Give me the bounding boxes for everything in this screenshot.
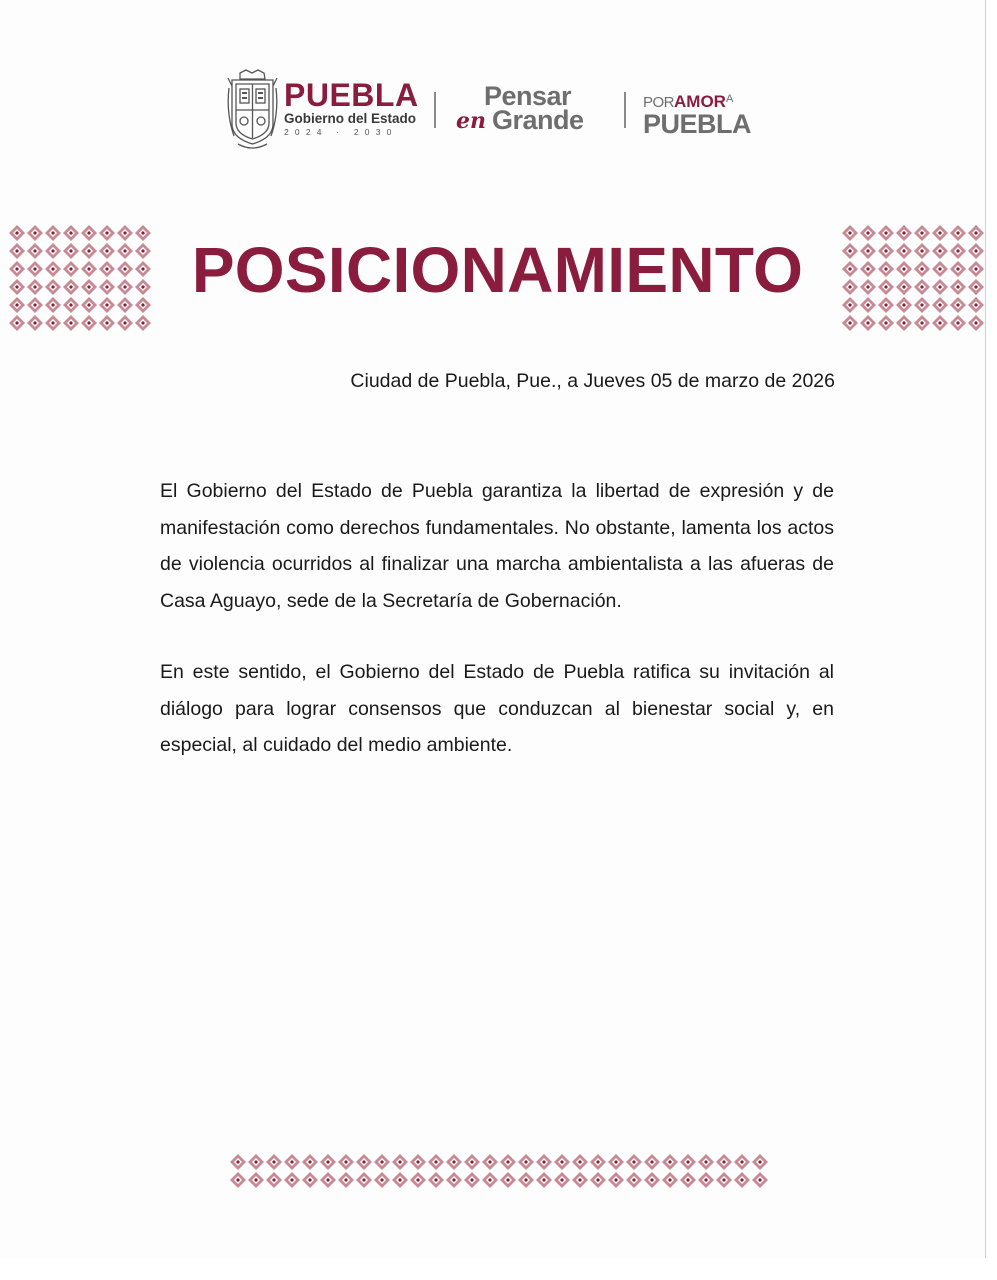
pattern-tile (932, 315, 948, 331)
pattern-tile (45, 297, 61, 313)
pattern-tile (266, 1172, 282, 1188)
por-amor-line (643, 91, 773, 111)
body-paragraph: El Gobierno del Estado de Puebla garantiza la libertad de expresión y de manifestación como derechos fundamentales. No obstante, lamenta los actos de violencia ocurridos al finalizar una marcha ambientalista a las afueras de Casa Aguayo, sede de la Secretaría de Gobernación. (160, 480, 834, 613)
pattern-tile (410, 1154, 426, 1170)
pattern-tile (117, 315, 133, 331)
pattern-tile (63, 315, 79, 331)
pattern-tile (135, 261, 151, 277)
date-line: Ciudad de Puebla, Pue., a Jueves 05 de marzo de 2026 (350, 370, 835, 392)
pattern-tile (734, 1172, 750, 1188)
pattern-tile (45, 315, 61, 331)
pattern-tile (860, 279, 876, 295)
pattern-tile (81, 261, 97, 277)
header-logos (226, 68, 771, 152)
puebla-logo-years: 2024 · 2030 (284, 127, 398, 137)
pattern-tile (284, 1172, 300, 1188)
pattern-tile (842, 225, 858, 241)
pattern-tile (716, 1172, 732, 1188)
pattern-tile (117, 297, 133, 313)
pattern-tile (63, 297, 79, 313)
pattern-tile (842, 315, 858, 331)
pattern-tile (698, 1172, 714, 1188)
pattern-tile (99, 261, 115, 277)
pattern-tile (374, 1172, 390, 1188)
pattern-tile (63, 279, 79, 295)
pattern-tile (878, 243, 894, 259)
pattern-tile (932, 261, 948, 277)
pattern-tile (338, 1172, 354, 1188)
pattern-tile (482, 1172, 498, 1188)
pattern-tile (135, 225, 151, 241)
pattern-tile (536, 1172, 552, 1188)
pattern-tile (896, 225, 912, 241)
pattern-tile (99, 297, 115, 313)
pattern-tile (135, 279, 151, 295)
pattern-tile (500, 1172, 516, 1188)
pattern-tile (572, 1154, 588, 1170)
puebla-logo-name: PUEBLA (284, 77, 419, 113)
pattern-tile (117, 261, 133, 277)
pattern-tile (99, 243, 115, 259)
pattern-tile (968, 243, 984, 259)
pattern-tile (464, 1154, 480, 1170)
pattern-tile (9, 225, 25, 241)
pattern-tile (842, 261, 858, 277)
pattern-tile (914, 243, 930, 259)
pattern-tile (842, 279, 858, 295)
pattern-tile (482, 1154, 498, 1170)
pattern-tile (662, 1154, 678, 1170)
pattern-tile (878, 279, 894, 295)
pattern-tile (81, 297, 97, 313)
pattern-tile (626, 1172, 642, 1188)
pattern-tile (302, 1172, 318, 1188)
pattern-tile (680, 1154, 696, 1170)
pattern-tile (698, 1154, 714, 1170)
pattern-tile (860, 243, 876, 259)
pattern-tile (968, 297, 984, 313)
pattern-tile (950, 279, 966, 295)
pattern-tile (117, 243, 133, 259)
pattern-tile (81, 315, 97, 331)
pattern-tile (626, 1154, 642, 1170)
pattern-tile (968, 279, 984, 295)
pattern-tile (428, 1154, 444, 1170)
pattern-tile (878, 315, 894, 331)
pattern-tile (99, 279, 115, 295)
pattern-tile (81, 243, 97, 259)
pattern-tile (230, 1172, 246, 1188)
pattern-tile (117, 279, 133, 295)
puebla-government-logo (284, 77, 419, 138)
pattern-tile (81, 225, 97, 241)
pattern-tile (842, 243, 858, 259)
pattern-tile (734, 1154, 750, 1170)
pattern-tile (135, 243, 151, 259)
pattern-tile (410, 1172, 426, 1188)
pattern-tile (644, 1154, 660, 1170)
talavera-pattern-right (841, 224, 985, 332)
pattern-tile (392, 1172, 408, 1188)
por-amor-a-puebla-logo (643, 91, 773, 141)
pattern-tile (392, 1154, 408, 1170)
pattern-tile (428, 1172, 444, 1188)
pattern-tile (914, 225, 930, 241)
pattern-tile (950, 297, 966, 313)
pattern-tile (135, 315, 151, 331)
pattern-tile (680, 1172, 696, 1188)
pattern-tile (248, 1154, 264, 1170)
pattern-tile (117, 225, 133, 241)
pattern-tile (554, 1172, 570, 1188)
pattern-tile (63, 261, 79, 277)
pattern-tile (914, 297, 930, 313)
pattern-tile (230, 1154, 246, 1170)
pattern-tile (914, 315, 930, 331)
pattern-tile (99, 315, 115, 331)
pattern-tile (27, 279, 43, 295)
pattern-tile (45, 261, 61, 277)
pattern-tile (572, 1172, 588, 1188)
pattern-tile (950, 315, 966, 331)
body-paragraph: En este sentido, el Gobierno del Estado de Puebla ratifica su invitación al diálogo para lograr consensos que conduzcan al bienestar social y, en especial, al cuidado del medio ambiente. (160, 661, 834, 757)
pattern-tile (860, 261, 876, 277)
talavera-pattern-left (8, 224, 152, 332)
pattern-tile (446, 1172, 462, 1188)
pattern-tile (968, 261, 984, 277)
pattern-tile (878, 297, 894, 313)
pattern-tile (932, 279, 948, 295)
pattern-tile (950, 225, 966, 241)
pattern-tile (356, 1172, 372, 1188)
pattern-tile (896, 279, 912, 295)
pattern-tile (45, 225, 61, 241)
pattern-tile (932, 225, 948, 241)
pattern-tile (932, 243, 948, 259)
pattern-tile (860, 297, 876, 313)
pattern-tile (914, 261, 930, 277)
pattern-tile (716, 1154, 732, 1170)
pattern-tile (608, 1154, 624, 1170)
amor-puebla-word: PUEBLA (643, 109, 752, 139)
pattern-tile (860, 225, 876, 241)
document-title: POSICIONAMIENTO (191, 234, 804, 306)
pattern-tile (518, 1154, 534, 1170)
coat-of-arms-icon (226, 68, 279, 151)
pattern-tile (914, 279, 930, 295)
pattern-tile (590, 1154, 606, 1170)
pattern-tile (338, 1154, 354, 1170)
pattern-tile (27, 297, 43, 313)
pattern-tile (302, 1154, 318, 1170)
pattern-tile (27, 261, 43, 277)
pattern-tile (63, 225, 79, 241)
pattern-tile (950, 243, 966, 259)
pattern-tile (878, 261, 894, 277)
pattern-tile (374, 1154, 390, 1170)
pattern-tile (590, 1172, 606, 1188)
pattern-tile (320, 1154, 336, 1170)
pattern-tile (81, 279, 97, 295)
pattern-tile (644, 1172, 660, 1188)
en-word: en (456, 108, 486, 134)
pattern-tile (968, 315, 984, 331)
amor-word: AMOR (674, 92, 726, 111)
pattern-tile (752, 1172, 768, 1188)
pattern-tile (27, 315, 43, 331)
pattern-tile (356, 1154, 372, 1170)
pattern-tile (608, 1172, 624, 1188)
pattern-tile (896, 261, 912, 277)
pattern-tile (99, 225, 115, 241)
pattern-tile (27, 225, 43, 241)
pattern-tile (500, 1154, 516, 1170)
pattern-tile (266, 1154, 282, 1170)
pattern-tile (63, 243, 79, 259)
pattern-tile (135, 297, 151, 313)
pattern-tile (896, 297, 912, 313)
pattern-tile (284, 1154, 300, 1170)
pattern-tile (518, 1172, 534, 1188)
pattern-tile (554, 1154, 570, 1170)
logo-divider (624, 92, 626, 128)
pattern-tile (878, 225, 894, 241)
pattern-tile (248, 1172, 264, 1188)
logo-divider (434, 92, 436, 128)
pattern-tile (752, 1154, 768, 1170)
pensar-word: Pensar (484, 81, 572, 111)
pattern-tile (536, 1154, 552, 1170)
grande-word: Grande (492, 105, 584, 135)
pattern-tile (9, 279, 25, 295)
pattern-tile (464, 1172, 480, 1188)
pattern-tile (662, 1172, 678, 1188)
pensar-en-grande-logo (456, 82, 606, 142)
pattern-tile (9, 261, 25, 277)
pattern-tile (9, 315, 25, 331)
pattern-tile (45, 279, 61, 295)
pattern-tile (860, 315, 876, 331)
pattern-tile (9, 243, 25, 259)
pattern-tile (932, 297, 948, 313)
talavera-pattern-bottom (229, 1153, 769, 1189)
por-word: POR (643, 94, 675, 111)
pattern-tile (896, 315, 912, 331)
puebla-logo-subtitle: Gobierno del Estado (284, 111, 417, 126)
pattern-tile (320, 1172, 336, 1188)
pattern-tile (968, 225, 984, 241)
pattern-tile (896, 243, 912, 259)
pattern-tile (842, 297, 858, 313)
pattern-tile (45, 243, 61, 259)
pattern-tile (27, 243, 43, 259)
a-word: A (725, 93, 734, 105)
pattern-tile (446, 1154, 462, 1170)
pattern-tile (9, 297, 25, 313)
pattern-tile (950, 261, 966, 277)
